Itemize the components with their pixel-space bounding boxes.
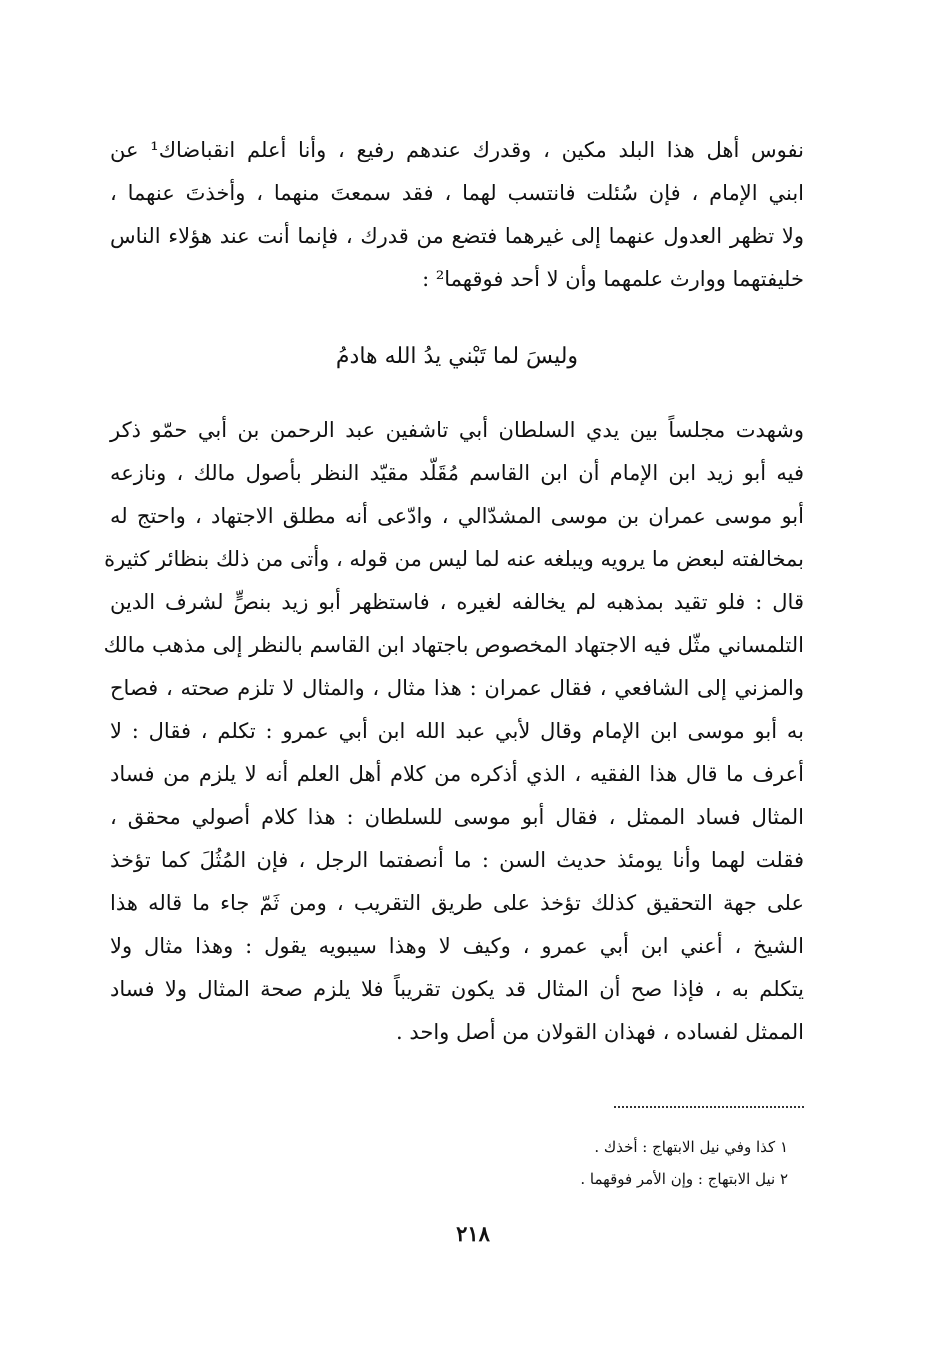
text-line: به أبو موسى ابن الإمام وقال لأبي عبد الله ابن أبي عمرو : تكلم ، فقال : لا bbox=[110, 719, 804, 743]
text-line: التلمساني مثّل فيه الاجتهاد المخصوص باجتهاد ابن القاسم بالنظر إلى مذهب مالك bbox=[103, 633, 804, 657]
footnote-2: ٢ نيل الابتهاج : وإن الأمر فوقهما . bbox=[580, 1170, 788, 1188]
footnote-separator bbox=[614, 1106, 804, 1108]
text-line: ولا تظهر العدول عنهما إلى غيرهما فتضع من قدرك ، فإنما أنت عند هؤلاء الناس bbox=[110, 224, 804, 248]
text-line: الشيخ ، أعني ابن أبي عمرو ، وكيف لا وهذا سيبويه يقول : وهذا مثال ولا bbox=[110, 934, 804, 958]
text-line: قال : فلو تقيد بمذهبه لم يخالفه لغيره ، فاستظهر أبو زيد بنصٍّ لشرف الدين bbox=[110, 590, 804, 614]
footnote-1: ١ كذا وفي نيل الابتهاج : أخذك . bbox=[594, 1138, 788, 1156]
verse-line: وليسَ لما تَبْني يدُ الله هادمُ bbox=[335, 344, 579, 369]
page-number: ٢١٨ bbox=[456, 1221, 490, 1246]
text-line: وشهدت مجلساً بين يدي السلطان أبي تاشفين عبد الرحمن بن أبي حمّو ذكر bbox=[110, 418, 804, 442]
text-line: نفوس أهل هذا البلد مكين ، وقدرك عندهم رفيع ، وأنا أعلم انقباضاك¹ عن bbox=[110, 138, 804, 162]
text-line: على جهة التحقيق كذلك تؤخذ على طريق التقريب ، ومن ثَمّ جاء ما قاله هذا bbox=[110, 891, 804, 915]
text-line: بمخالفته لبعض ما يرويه ويبلغه عنه لما ليس من قوله ، وأتى من ذلك بنظائر كثيرة bbox=[104, 547, 804, 571]
text-line: المثال فساد الممثل ، فقال أبو موسى للسلطان : هذا كلام أصولي محقق ، bbox=[110, 805, 804, 829]
text-line: والمزني إلى الشافعي ، فقال عمران : هذا مثال ، والمثال لا تلزم صحته ، فصاح bbox=[110, 676, 804, 700]
text-line: ابني الإمام ، فإن سُئلت فانتسب لهما ، فقد سمعتَ منهما ، وأخذتَ عنهما ، bbox=[110, 181, 804, 205]
text-line: يتكلم به ، فإذا صح أن المثال قد يكون تقريباً فلا يلزم صحة المثال ولا فساد bbox=[110, 977, 804, 1001]
text-line: الممثل لفساده ، فهذان القولان من أصل واحد . bbox=[395, 1020, 804, 1044]
text-line: خليفتهما ووارث علمهما وأن لا أحد فوقهما² : bbox=[422, 267, 804, 291]
text-line: فيه أبو زيد ابن الإمام أن ابن القاسم مُقَلّد مقيّد النظر بأصول مالك ، ونازعه bbox=[110, 461, 804, 485]
text-line: أبو موسى عمران بن موسى المشدّالي ، وادّعى أنه مطلق الاجتهاد ، واحتج له bbox=[110, 504, 804, 528]
text-line: فقلت لهما وأنا يومئذ حديث السن : ما أنصفتما الرجل ، فإن المُثُلَ كما تؤخذ bbox=[110, 848, 804, 872]
text-line: أعرف ما قال هذا الفقيه ، الذي أذكره من كلام أهل العلم أنه لا يلزم من فساد bbox=[110, 762, 804, 786]
